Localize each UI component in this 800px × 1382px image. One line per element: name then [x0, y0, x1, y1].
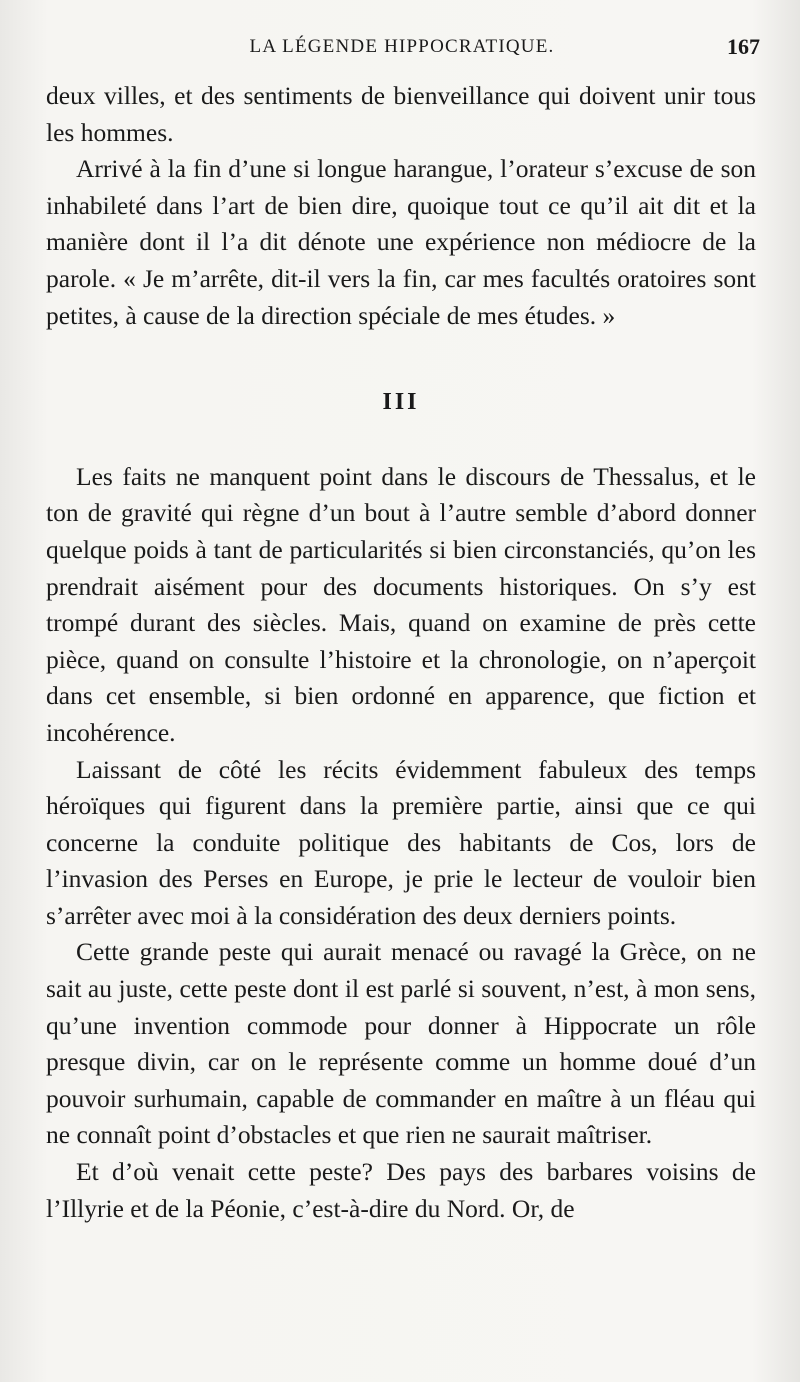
paragraph: Et d’où venait cette peste? Des pays des barbares voisins de l’Illyrie et de la Péonie, c’est-à-dire du Nord. Or, de: [46, 1157, 756, 1223]
paragraph-continuation: deux villes, et des sentiments de bienveillance qui doivent unir tous les hommes.: [46, 81, 756, 147]
page-number: 167: [727, 34, 760, 59]
section-number: III: [382, 389, 420, 416]
paragraph: Les faits ne manquent point dans le discours de Thessalus, et le ton de gravité qui règne d’un bout à l’autre semble d’abord donner quelque poids à tant de particularités si bien circonstanciés, qu’on les prendrait aisément pour des documents historiques. On s’y est trompé durant des siècles. Mais, quand on examine de près cette pièce, quand on consulte l’histoire et la chronologie, on n’aperçoit dans cet ensemble, si bien ordonné en apparence, que fiction et incohérence.: [46, 461, 756, 747]
paragraph: Arrivé à la fin d’une si longue harangue, l’orateur s’excuse de son inhabileté dans l’art de bien dire, quoique tout ce qu’il ait dit et la manière dont il l’a dit dénote une expérience non médiocre de la parole. « Je m’arrête, dit-il vers la fin, car mes facultés oratoires sont petites, à cause de la direction spéciale de mes études. »: [46, 154, 756, 330]
paragraph: Laissant de côté les récits évidemment fabuleux des temps héroïques qui figurent dans la première partie, ainsi que ce qui concerne la conduite politique des habitants de Cos, lors de l’invasion des Perses en Europe, je prie le lecteur de vouloir bien s’arrêter avec moi à la considération des deux derniers points.: [46, 754, 756, 930]
body-text: [46, 78, 756, 1227]
running-head: [44, 32, 760, 64]
paragraph: Cette grande peste qui aurait menacé ou ravagé la Grèce, on ne sait au juste, cette peste dont il est parlé si souvent, n’est, à mon sens, qu’une invention commode pour donner à Hippocrate un rôle presque divin, car on le représente comme un homme doué d’un pouvoir surhumain, capable de commander en maître à un fléau qui ne connaît point d’obstacles et que rien ne saurait maîtriser.: [46, 937, 756, 1150]
running-title: LA LÉGENDE HIPPOCRATIQUE.: [249, 36, 555, 57]
